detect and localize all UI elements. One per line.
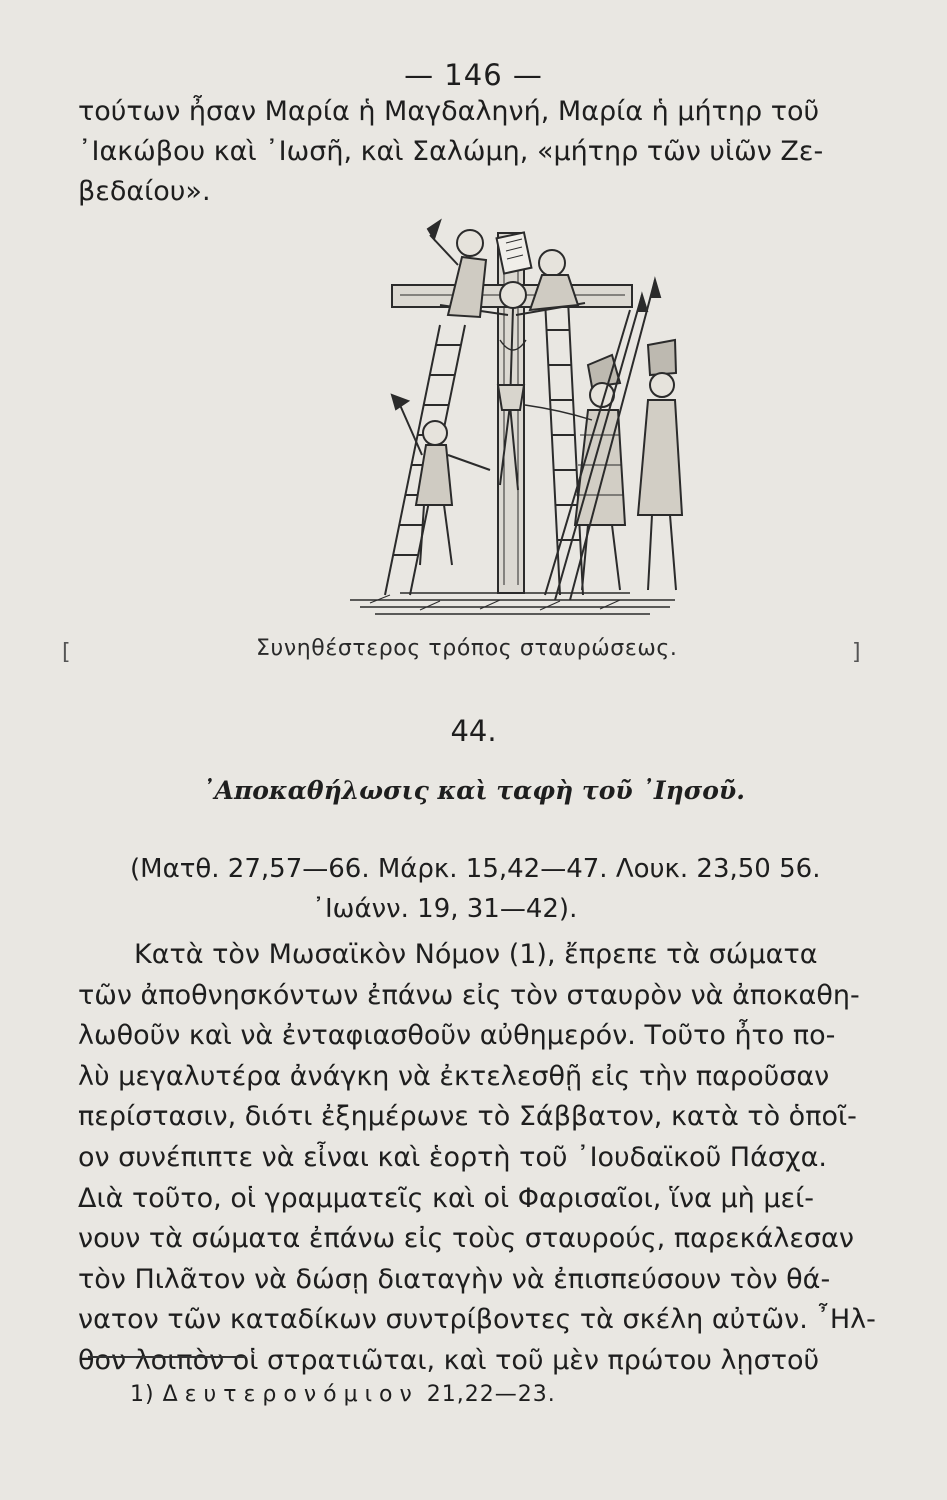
body-line: θον λοιπὸν οἱ στρατιῶται, καὶ τοῦ μὲν πρώτου λῃστοῦ — [78, 1344, 820, 1376]
body-line: Κατὰ τὸν Μωσαϊκὸν Νόμον (1), ἔπρεπε τὰ σώματα — [134, 939, 818, 970]
scripture-references — [130, 849, 850, 929]
footnote-book: Δευτερονόμιον — [162, 1382, 419, 1407]
footnote-ref: 21,22—23. — [426, 1382, 556, 1407]
illustration-caption: Συνηθέστερος τρόπος σταυρώσεως. — [256, 636, 678, 661]
reference-line: ᾿Ιωάνν. 19, 31—42). — [312, 894, 578, 924]
body-line: τῶν ἀποθνησκόντων ἐπάνω εἰς τὸν σταυρὸν νὰ ἀποκαθη- — [78, 979, 860, 1011]
body-line: λωθοῦν καὶ νὰ ἐνταφιασθοῦν αὐθημερόν. Τοῦτο ἦτο πο- — [78, 1020, 836, 1052]
body-line: τὸν Πιλᾶτον νὰ δώσῃ διαταγὴν νὰ ἐπισπεύσουν τὸν θά- — [78, 1263, 831, 1295]
body-line: νατον τῶν καταδίκων συντρίβοντες τὰ σκέλη αὐτῶν. ῏Ηλ- — [78, 1304, 876, 1336]
footnote-marker: 1) — [130, 1382, 155, 1407]
intro-paragraph — [78, 92, 878, 212]
margin-bracket-right: ] — [852, 640, 861, 665]
body-paragraph — [78, 935, 878, 1382]
section-number: 44. — [450, 714, 497, 748]
margin-bracket-left: [ — [62, 640, 71, 665]
body-line: λὺ μεγαλυτέρα ἀνάγκη νὰ ἐκτελεσθῇ εἰς τὴν παροῦσαν — [78, 1060, 830, 1092]
section-title: ᾿Αποκαθήλωσις καὶ ταφὴ τοῦ ᾿Ιησοῦ. — [202, 776, 745, 805]
intro-line: ᾿Ιακώβου καὶ ᾿Ιωσῆ, καὶ Σαλώμη, «μήτηρ τῶν υἱῶν Ζε- — [78, 136, 824, 167]
body-line: Διὰ τοῦτο, οἱ γραμματεῖς καὶ οἱ Φαρισαῖοι, ἵνα μὴ μεί- — [78, 1182, 815, 1214]
body-line: περίστασιν, διότι ἐξημέρωνε τὸ Σάββατον, κατὰ τὸ ὁποῖ- — [78, 1101, 857, 1133]
crucifixion-illustration — [330, 205, 695, 625]
intro-line: βεδαίου». — [78, 176, 211, 207]
footnote-separator — [88, 1356, 246, 1358]
page-number: — 146 — — [404, 58, 543, 92]
reference-line: (Ματθ. 27,57—66. Μάρκ. 15,42—47. Λουκ. 23,50 56. — [130, 854, 821, 884]
intro-line: τούτων ἦσαν Μαρία ἡ Μαγδαληνή, Μαρία ἡ μήτηρ τοῦ — [78, 96, 820, 127]
footnote — [130, 1382, 556, 1407]
body-line: ον συνέπιπτε νὰ εἶναι καὶ ἑορτὴ τοῦ ᾿Ιουδαϊκοῦ Πάσχα. — [78, 1141, 827, 1173]
body-line: νουν τὰ σώματα ἐπάνω εἰς τοὺς σταυρούς, παρεκάλεσαν — [78, 1223, 854, 1255]
